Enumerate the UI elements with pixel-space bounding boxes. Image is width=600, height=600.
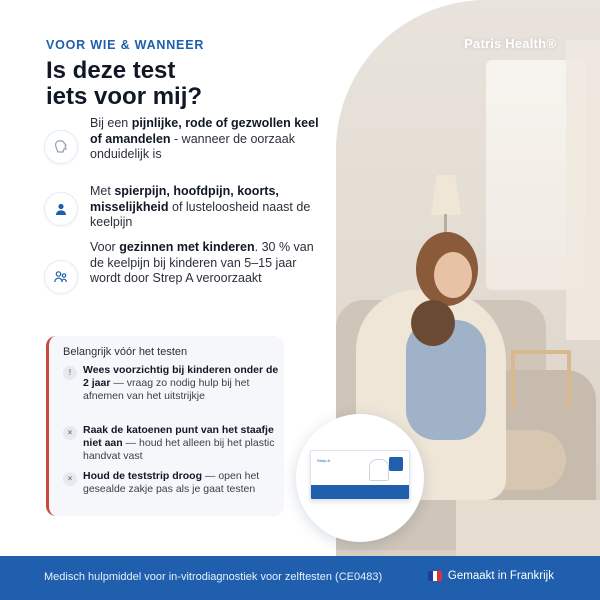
box-logo-icon <box>389 457 403 471</box>
item-text: Voor gezinnen met kinderen. 30 % van de keelpijn bij kinderen van 5–15 jaar wordt door Strep A veroorzaakt <box>90 240 314 285</box>
item-text: Bij een pijnlijke, rode of gezwollen keel of amandelen - wanneer de oorzaak onduidelijk is <box>90 116 319 161</box>
cross-icon: × <box>63 472 77 486</box>
throat-icon <box>44 130 78 164</box>
side-table <box>511 350 571 410</box>
mother-face <box>434 252 472 298</box>
warning-item <box>63 364 279 414</box>
list-item <box>44 116 334 180</box>
exclamation-icon: ! <box>63 366 77 380</box>
person-icon <box>44 192 78 226</box>
cross-icon: × <box>63 426 77 440</box>
warning-item <box>63 470 279 510</box>
footer-bar <box>0 556 600 600</box>
page-title <box>46 58 326 110</box>
warning-item <box>63 424 279 464</box>
headline-line-1: Is deze test <box>46 57 176 84</box>
warning-card-title: Belangrijk vóór het testen <box>63 346 188 358</box>
brand-logo: Patris Health® <box>464 36 556 51</box>
curtain <box>566 40 600 340</box>
rug <box>456 500 600 556</box>
warning-text: Houd de teststrip droog — open het gesealde zakje pas als je gaat testen <box>83 470 260 495</box>
item-text: Met spierpijn, hoofdpijn, koorts, misselijkheid of lusteloosheid naast de keelpijn <box>90 184 311 229</box>
flag-stripe-red <box>437 571 442 581</box>
made-in-label: Gemaakt in Frankrijk <box>447 570 554 582</box>
footer-certification: Medisch hulpmiddel voor in-vitrodiagnostiek voor zelftesten (CE0483) <box>44 571 383 583</box>
lamp <box>431 175 461 215</box>
warning-text: Raak de katoenen punt van het staafje niet aan — houd het alleen bij het plastic handvat vast <box>83 424 275 462</box>
family-icon <box>44 260 78 294</box>
headline-line-2: iets voor mij? <box>46 83 203 110</box>
list-item <box>44 184 334 232</box>
french-flag-icon <box>428 571 442 581</box>
child-head <box>411 300 455 346</box>
footer-origin <box>428 570 554 582</box>
box-band <box>311 485 409 499</box>
product-box <box>310 450 410 500</box>
swab-illustration <box>369 459 389 481</box>
warning-card <box>46 336 284 516</box>
warning-text: Wees voorzichtig bij kinderen onder de 2 jaar — vraag zo nodig hulp bij het afnemen van het uitstrijkje <box>83 364 279 402</box>
product-box-label: Strep A <box>317 458 331 463</box>
list-item <box>44 240 334 320</box>
eyebrow: VOOR WIE & WANNEER <box>46 38 205 52</box>
